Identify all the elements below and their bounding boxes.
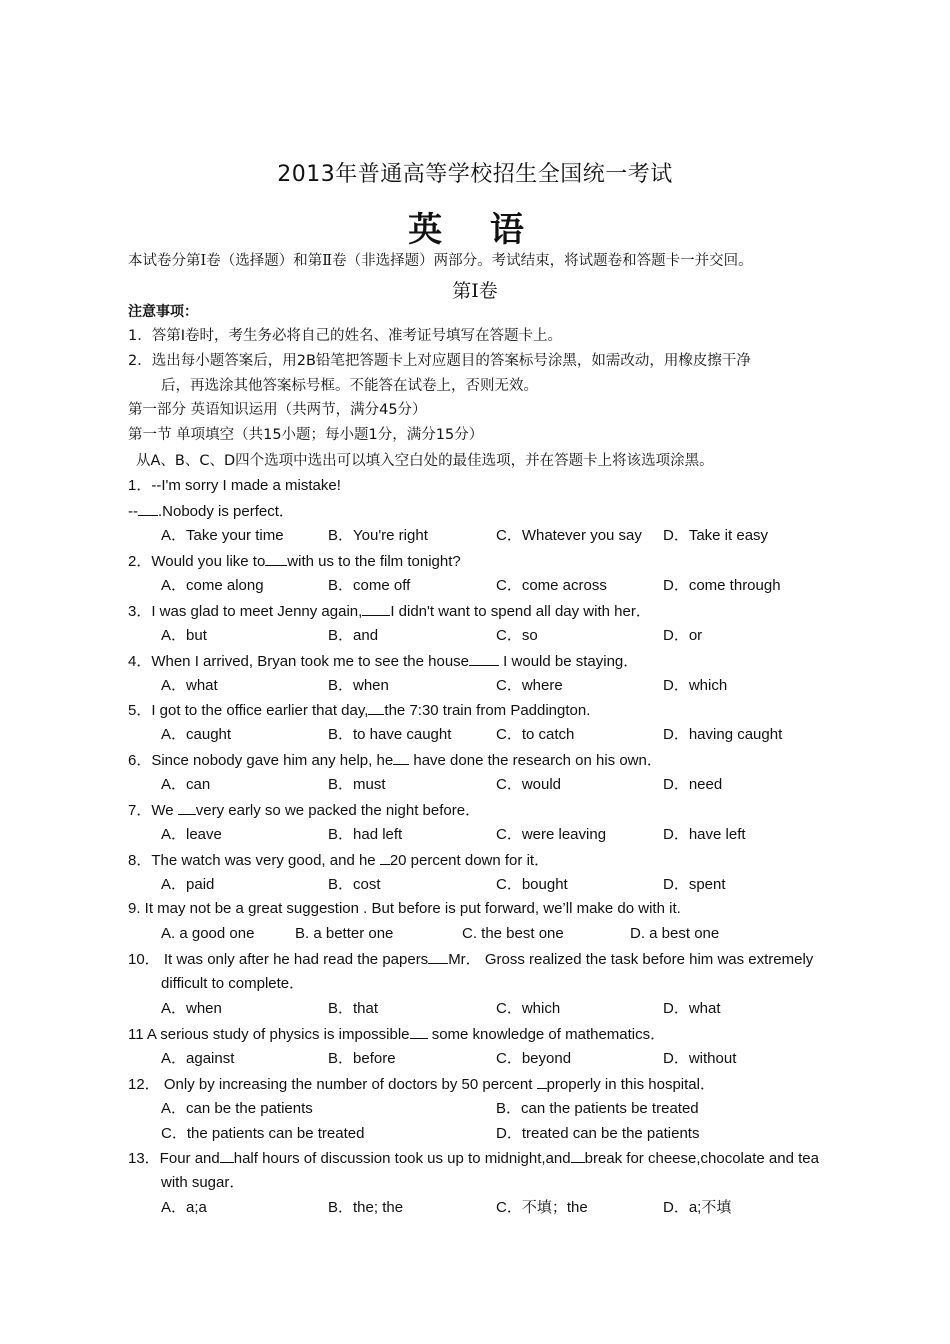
q13-suffix: break for cheese,chocolate and tea [584, 1150, 819, 1167]
q5-option-d: D．having caught [663, 726, 783, 743]
q5-prefix: 5．I got to the office earlier that day, [128, 702, 369, 719]
question-1: 1．--I'm sorry I made a mistake! [128, 477, 341, 494]
q1-option-b: B．You're right [328, 527, 428, 544]
section1-title: 第一节 单项填空（共15小题；每小题1分，满分15分） [128, 427, 484, 443]
section1-instruction: 从A、B、C、D四个选项中选出可以填入空白处的最佳选项，并在答题卡上将该选项涂黑。 [136, 453, 714, 469]
question-1-reply [128, 501, 294, 522]
q4-option-b: B．when [328, 677, 389, 694]
q2-prefix: 2．Would you like to [128, 553, 266, 570]
q10-option-a: A．when [161, 1000, 222, 1017]
notice-item-2-cont: 后，再选涂其他答案标号框。不能答在试卷上，否则无效。 [161, 378, 538, 394]
question-5 [128, 700, 590, 721]
q4-option-a: A．what [161, 677, 218, 694]
q7-option-d: D．have left [663, 826, 746, 843]
answer-blank [362, 601, 390, 616]
q8-option-b: B．cost [328, 876, 381, 893]
q13-option-d: D．a;不填 [663, 1199, 732, 1216]
q1-option-d: D．Take it easy [663, 527, 769, 544]
q2-option-a: A．come along [161, 577, 264, 594]
exam-title: 2013年普通高等学校招生全国统一考试 [277, 162, 673, 187]
q7-option-a: A．leave [161, 826, 222, 843]
answer-blank [220, 1148, 234, 1163]
q9-option-c: C. the best one [462, 925, 564, 942]
question-7 [128, 800, 480, 821]
question-10-cont: difficult to complete． [161, 975, 305, 992]
q3-option-b: B．and [328, 627, 379, 644]
q3-option-a: A．but [161, 627, 207, 644]
q9-option-b: B. a better one [295, 925, 394, 942]
q2-option-d: D．come through [663, 577, 781, 594]
q2-suffix: with us to the film tonight? [287, 553, 461, 570]
part1-title: 第一部分 英语知识运用（共两节，满分45分） [128, 402, 427, 418]
answer-blank [469, 651, 499, 666]
q13-middle: half hours of discussion took us up to midnight,and [233, 1150, 571, 1167]
q10-option-c: C．which [496, 1000, 561, 1017]
q6-option-a: A．can [161, 776, 211, 793]
q9-option-d: D. a best one [630, 925, 720, 942]
q8-prefix: 8．The watch was very good, and he [128, 852, 380, 869]
answer-blank [571, 1148, 585, 1163]
question-13 [128, 1148, 819, 1169]
q10-option-b: B．that [328, 1000, 379, 1017]
q3-prefix: 3．I was glad to meet Jenny again, [128, 603, 363, 620]
q6-option-c: C．would [496, 776, 562, 793]
q11-prefix: 11 A serious study of physics is impossible [128, 1026, 410, 1043]
answer-blank [537, 1074, 547, 1089]
q5-option-b: B．to have caught [328, 726, 452, 743]
answer-blank [265, 551, 287, 566]
q10-option-d: D．what [663, 1000, 721, 1017]
answer-blank [368, 700, 384, 715]
q8-option-d: D．spent [663, 876, 726, 893]
answer-blank [428, 949, 448, 964]
answer-blank [178, 800, 196, 815]
volume-title: 第Ⅰ卷 [452, 280, 498, 302]
q1-suffix: .Nobody is perfect． [158, 503, 294, 520]
q1-option-c: C．Whatever you say [496, 527, 642, 544]
q12-option-a: A．can be the patients [161, 1100, 313, 1117]
q9-option-a: A. a good one [161, 925, 255, 942]
q5-option-c: C．to catch [496, 726, 575, 743]
q13-option-b: B．the; the [328, 1199, 404, 1216]
q6-option-d: D．need [663, 776, 723, 793]
q11-option-d: D．without [663, 1050, 737, 1067]
q5-suffix: the 7:30 train from Paddington. [384, 702, 591, 719]
q1-option-a: A．Take your time [161, 527, 284, 544]
q13-prefix: 13．Four and [128, 1150, 220, 1167]
q8-option-c: C．bought [496, 876, 568, 893]
q8-suffix: 20 percent down for it． [389, 852, 550, 869]
exam-intro: 本试卷分第Ⅰ卷（选择题）和第Ⅱ卷（非选择题）两部分。考试结束，将试题卷和答题卡一并交回。 [128, 253, 753, 269]
notice-heading: 注意事项： [128, 304, 198, 320]
q4-option-c: C．where [496, 677, 563, 694]
answer-blank [138, 501, 158, 516]
q2-option-b: B．come off [328, 577, 411, 594]
q7-suffix: very early so we packed the night before． [195, 802, 481, 819]
q3-suffix: I didn't want to spend all day with her． [390, 603, 651, 620]
question-13-cont: with sugar． [161, 1174, 245, 1191]
question-2 [128, 551, 461, 572]
question-6 [128, 750, 662, 771]
q5-option-a: A．caught [161, 726, 232, 743]
q2-option-c: C．come across [496, 577, 607, 594]
q10-prefix: 10． It was only after he had read the papers [128, 951, 429, 968]
q11-option-a: A．against [161, 1050, 235, 1067]
q12-option-d: D．treated can be the patients [496, 1125, 700, 1142]
q3-option-d: D．or [663, 627, 703, 644]
q10-suffix: Mr． Gross realized the task before him was extremely [448, 951, 814, 968]
question-12 [128, 1074, 715, 1095]
q6-option-b: B．must [328, 776, 386, 793]
question-3 [128, 601, 651, 622]
q4-prefix: 4．When I arrived, Bryan took me to see the house [128, 653, 470, 670]
answer-blank [410, 1024, 428, 1039]
q13-option-a: A．a;a [161, 1199, 207, 1216]
question-10 [128, 949, 813, 970]
notice-item-2: 2．选出每小题答案后，用2B铅笔把答题卡上对应题目的答案标号涂黑，如需改动，用橡皮擦干净 [128, 353, 751, 369]
answer-blank [380, 850, 390, 865]
question-8 [128, 850, 549, 871]
q7-option-c: C．were leaving [496, 826, 607, 843]
question-11 [128, 1024, 665, 1045]
q12-option-b: B．can the patients be treated [496, 1100, 699, 1117]
q7-prefix: 7．We [128, 802, 178, 819]
q4-option-d: D．which [663, 677, 728, 694]
q1-prefix: -- [128, 503, 138, 520]
subject-title: 英 语 [408, 210, 542, 250]
q13-option-c: C．不填；the [496, 1199, 588, 1216]
notice-item-1: 1．答第Ⅰ卷时，考生务必将自己的姓名、准考证号填写在答题卡上。 [128, 328, 562, 344]
question-9: 9. It may not be a great suggestion . But before is put forward, we’ll make do with it. [128, 900, 681, 917]
q4-suffix: I would be staying． [499, 653, 639, 670]
q12-prefix: 12． Only by increasing the number of doctors by 50 percent [128, 1076, 537, 1093]
q11-option-c: C．beyond [496, 1050, 572, 1067]
q6-suffix: have done the research on his own． [409, 752, 662, 769]
q11-suffix: some knowledge of mathematics． [427, 1026, 666, 1043]
q8-option-a: A．paid [161, 876, 215, 893]
question-4 [128, 651, 638, 672]
q3-option-c: C．so [496, 627, 538, 644]
q6-prefix: 6．Since nobody gave him any help, he [128, 752, 394, 769]
q12-suffix: properly in this hospital． [546, 1076, 715, 1093]
q7-option-b: B．had left [328, 826, 403, 843]
q12-option-c: C．the patients can be treated [161, 1125, 365, 1142]
q11-option-b: B．before [328, 1050, 396, 1067]
answer-blank [393, 750, 409, 765]
